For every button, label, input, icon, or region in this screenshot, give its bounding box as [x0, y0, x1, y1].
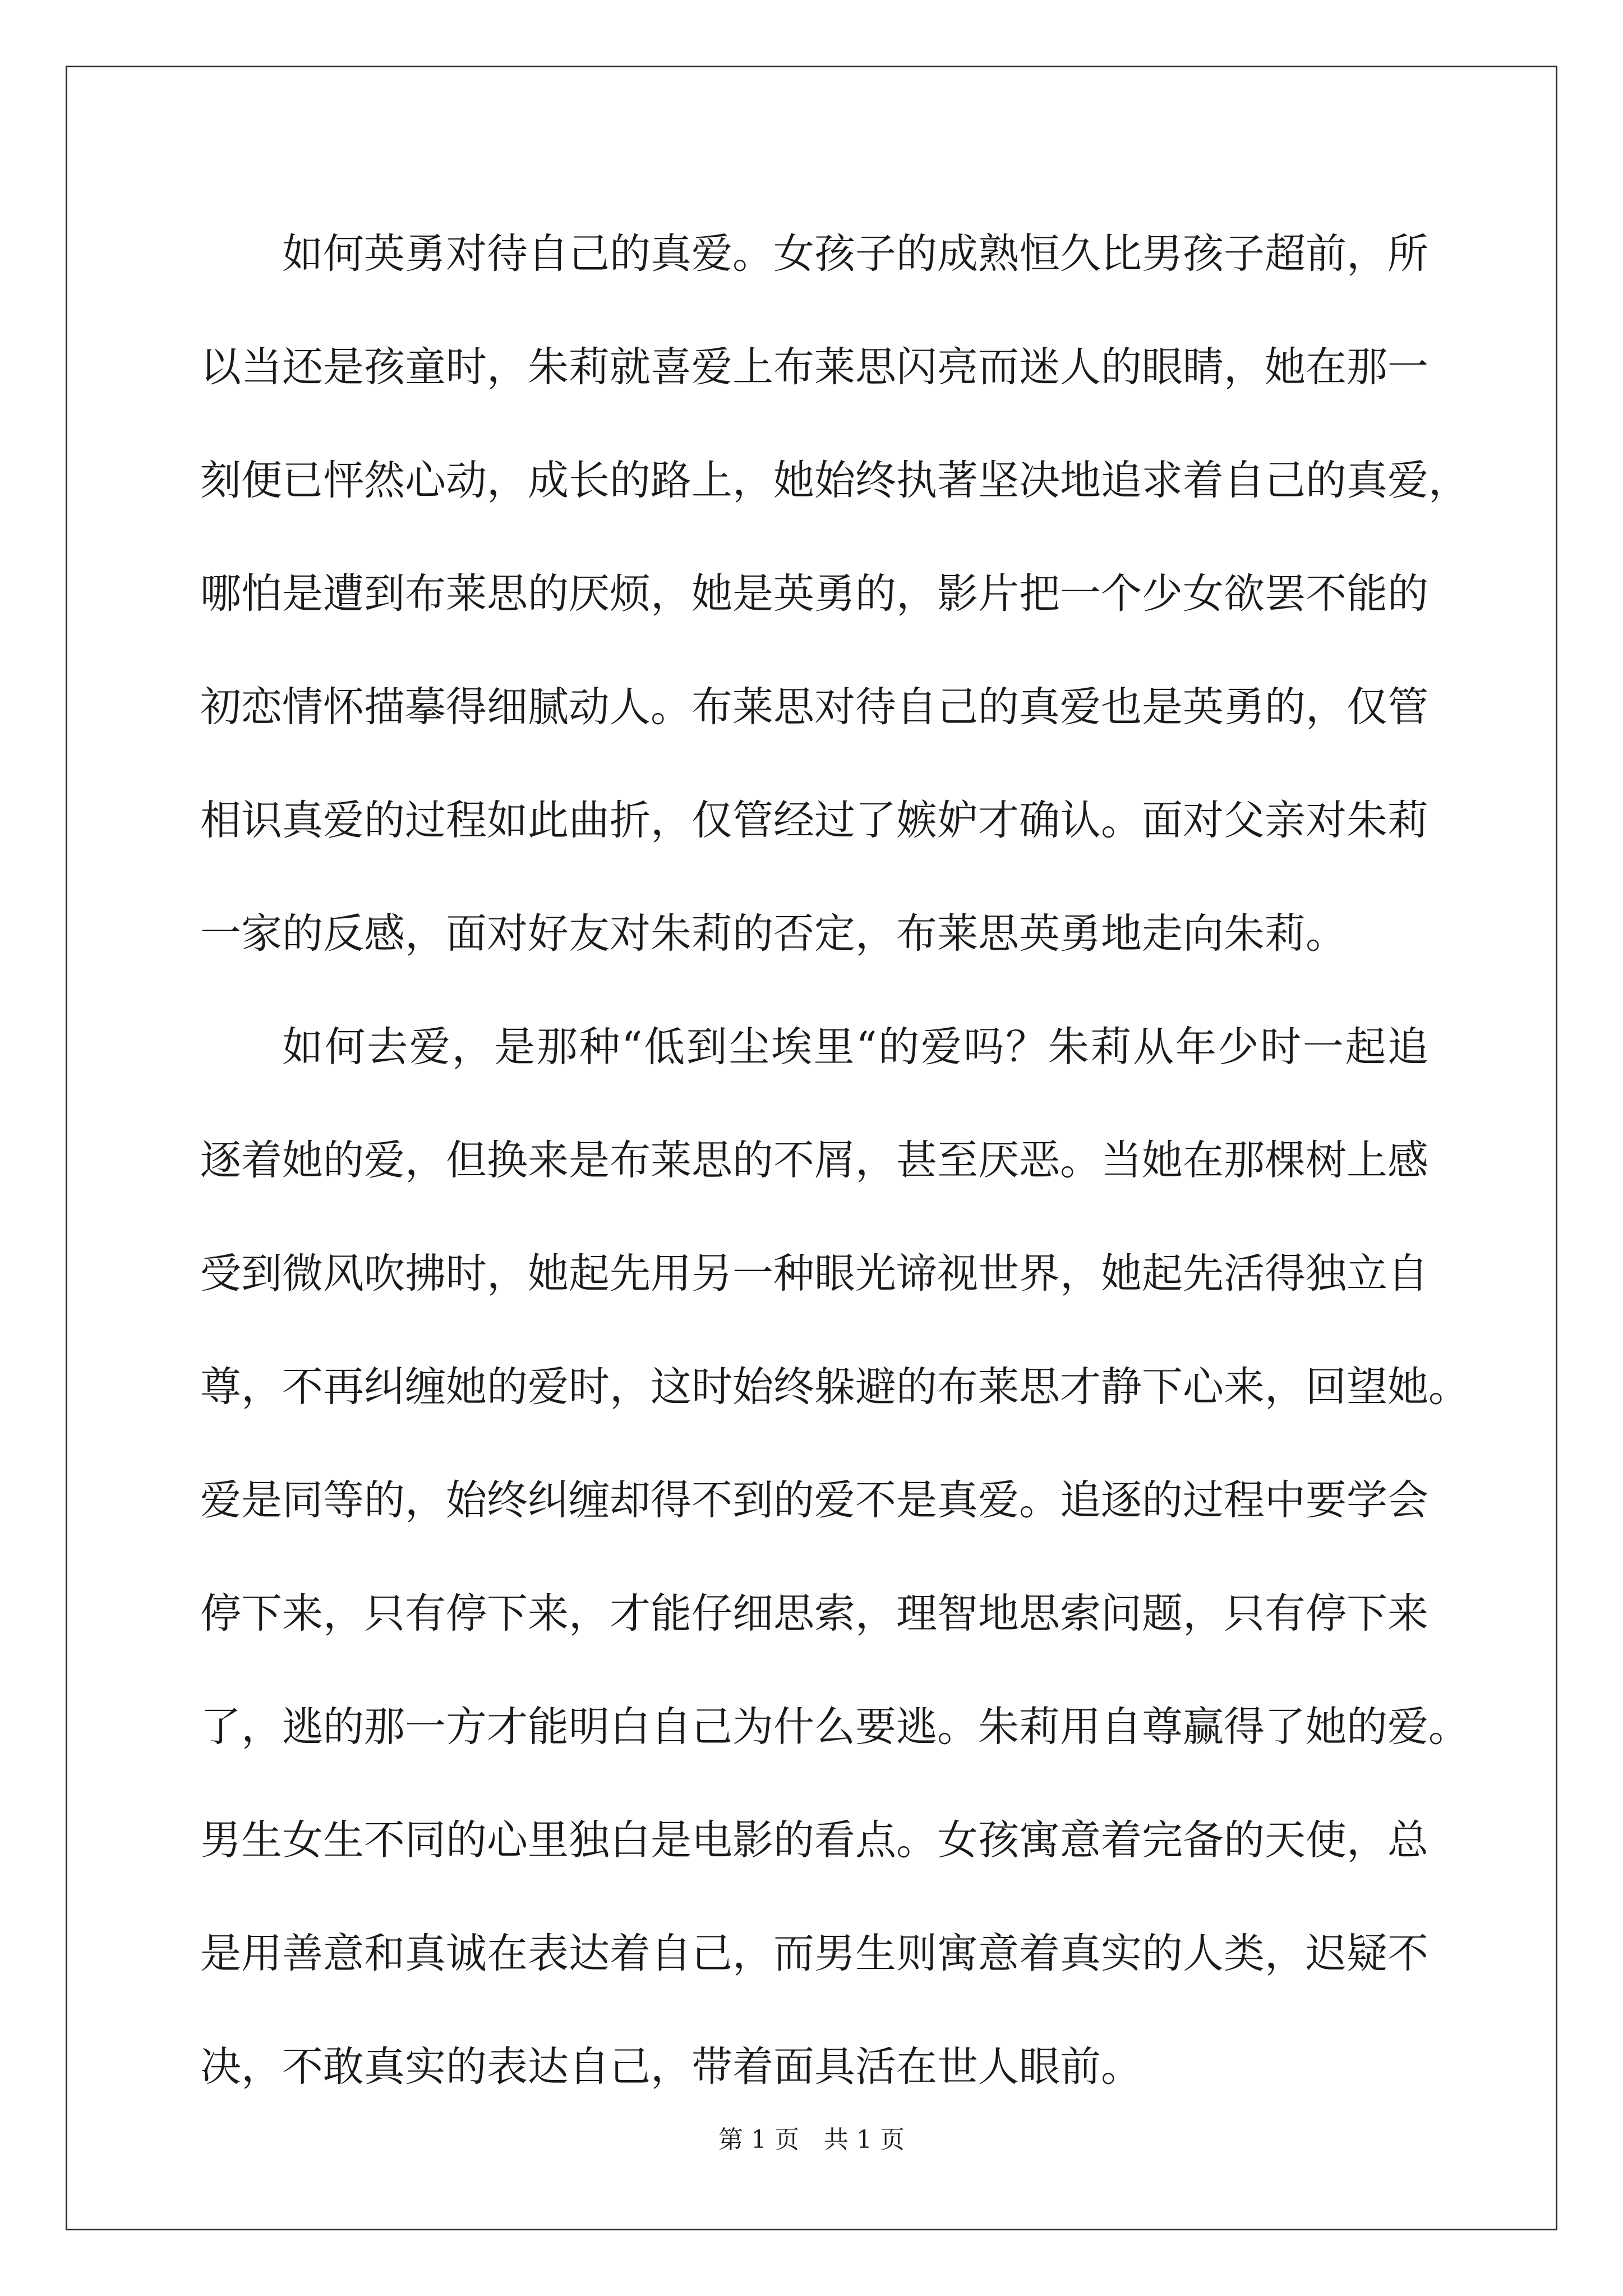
- text-line: 初恋情怀描摹得细腻动人。布莱思对待自己的真爱也是英勇的，仅管: [200, 683, 1428, 731]
- text-line: 如何去爱，是那种“低到尘埃里“的爱吗？朱莉从年少时一起追: [282, 1023, 1428, 1071]
- text-line: 了，逃的那一方才能明白自己为什么要逃。朱莉用自尊赢得了她的爱。: [200, 1703, 1469, 1751]
- paragraph-2: [200, 991, 1469, 2124]
- text-line: 一家的反感，面对好友对朱莉的否定，布莱思英勇地走向朱莉。: [200, 910, 1347, 958]
- document-body: [200, 197, 1469, 2124]
- text-line: 相识真爱的过程如此曲折，仅管经过了嫉妒才确认。面对父亲对朱莉: [200, 797, 1428, 844]
- text-line: 逐着她的爱，但换来是布莱思的不屑，甚至厌恶。当她在那棵树上感: [200, 1137, 1428, 1184]
- text-line: 哪怕是遭到布莱思的厌烦，她是英勇的，影片把一个少女欲罢不能的: [200, 570, 1428, 618]
- text-line: 受到微风吹拂时，她起先用另一种眼光谛视世界，她起先活得独立自: [200, 1250, 1428, 1297]
- text-line: 刻便已怦然心动，成长的路上，她始终执著坚决地追求着自己的真爱，: [200, 457, 1469, 504]
- text-line: 停下来，只有停下来，才能仔细思索，理智地思索问题，只有停下来: [200, 1590, 1428, 1637]
- paragraph-1: [200, 197, 1469, 991]
- page-number: 第 1 页 共 1 页: [718, 2125, 905, 2154]
- text-line: 决，不敢真实的表达自己，带着面具活在世人眼前。: [200, 2043, 1142, 2091]
- text-line: 是用善意和真诚在表达着自己，而男生则寓意着真实的人类，迟疑不: [200, 1930, 1428, 1977]
- page-footer: [0, 2123, 1623, 2157]
- text-line: 如何英勇对待自己的真爱。女孩子的成熟恒久比男孩子超前，所: [282, 230, 1428, 278]
- text-line: 男生女生不同的心里独白是电影的看点。女孩寓意着完备的天使，总: [200, 1816, 1428, 1864]
- text-line: 尊，不再纠缠她的爱时，这时始终躲避的布莱思才静下心来，回望她。: [200, 1363, 1469, 1411]
- text-line: 以当还是孩童时，朱莉就喜爱上布莱思闪亮而迷人的眼睛，她在那一: [200, 343, 1428, 391]
- text-line: 爱是同等的，始终纠缠却得不到的爱不是真爱。追逐的过程中要学会: [200, 1476, 1428, 1524]
